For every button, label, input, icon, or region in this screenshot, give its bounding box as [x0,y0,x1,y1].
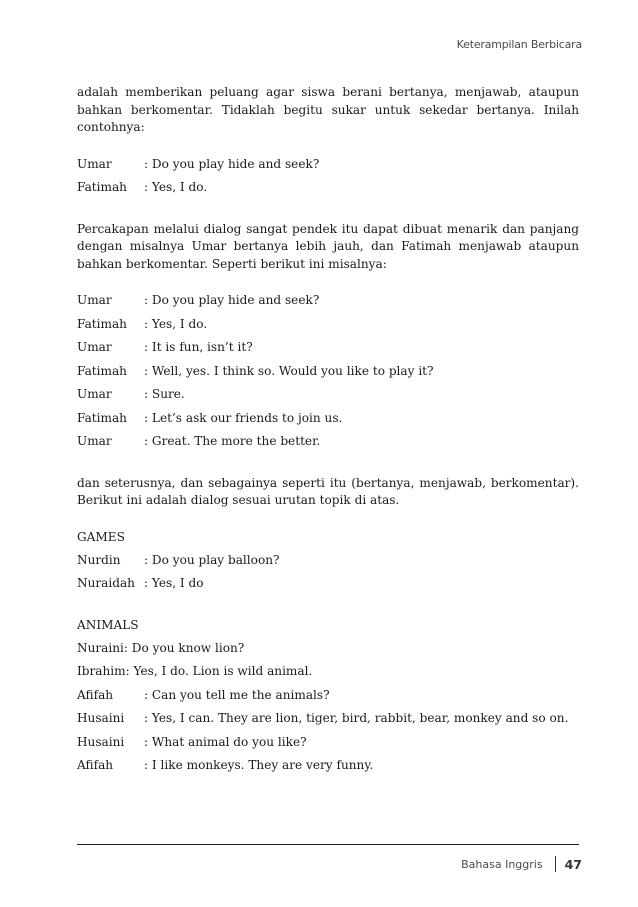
speaker: Fatimah [77,410,127,425]
dialog-line [77,734,579,758]
speaker: Afifah [77,758,114,772]
utterance: : Do you play hide and seek? [144,156,320,171]
utterance: : Yes, I do. Lion is wild animal. [125,664,313,678]
speaker: Umar [77,387,112,401]
speaker: Umar [77,434,112,448]
utterance: : Let’s ask our friends to join us. [144,410,343,425]
speaker: Fatimah [77,316,127,331]
utterance: : Great. The more the better. [144,434,321,448]
dialog-2 [77,292,579,457]
dialog-line [77,663,579,687]
speaker: Umar [77,340,112,354]
utterance: : Sure. [144,387,185,401]
section-heading-games: GAMES [77,529,125,544]
dialog-line [77,363,579,387]
dialog-line [77,640,579,664]
utterance: : It is fun, isn’t it? [144,340,253,354]
utterance: : I like monkeys. They are very funny. [144,758,374,772]
page-number: 47 [564,856,582,872]
footer-book-title: Bahasa Inggris [461,857,543,871]
section-animals [77,617,579,781]
speaker: Fatimah [77,180,127,194]
dialog-line [77,339,579,363]
speaker: Ibrahim [77,664,126,678]
dialog-line [77,687,579,711]
dialog-line [77,710,579,734]
utterance: : Well, yes. I think so. Would you like to play it? [144,363,434,378]
paragraph-dialog-explanation: Percakapan melalui dialog sangat pendek itu dapat dibuat menarik dan panjang dengan misalnya Umar bertanya lebih jauh, dan Fatimah menjawab ataupun bahkan berkomentar. Seperti berikut ini misalnya: [77,221,579,271]
speaker: Husaini [77,734,125,749]
speaker: Husaini [77,711,125,725]
section-heading-animals: ANIMALS [77,617,139,632]
speaker: Fatimah [77,363,127,378]
utterance: : Yes, I do. [144,180,208,194]
running-header: Keterampilan Berbicara [456,38,582,51]
utterance: : Can you tell me the animals? [144,687,330,702]
paragraph-intro: adalah memberikan peluang agar siswa berani bertanya, menjawab, ataupun bahkan berkomentar. Tidaklah begitu sukar untuk sekedar bertanya. Inilah contohnya: [77,85,579,134]
dialog-line [77,292,579,316]
dialog-line [77,433,579,457]
speaker: Nuraidah [77,576,135,590]
dialog-line [77,757,579,781]
utterance: : Do you know lion? [123,640,245,655]
dialog-line [77,552,579,576]
paragraph-transition: dan seterusnya, dan sebagainya seperti itu (bertanya, menjawab, berkomentar). Berikut ini adalah dialog sesuai urutan topik di atas. [77,475,579,507]
dialog-1 [77,156,579,203]
utterance: : Yes, I do. [144,316,208,331]
footer-separator [555,856,556,872]
utterance: : Yes, I do [144,576,204,590]
dialog-line [77,179,579,203]
page-footer [461,856,582,872]
speaker: Nurdin [77,552,121,567]
dialog-line [77,575,579,599]
dialog-line [77,386,579,410]
dialog-line [77,156,579,180]
page-content [77,84,579,781]
utterance: : Do you play hide and seek? [144,293,320,307]
utterance: : What animal do you like? [144,734,307,749]
speaker: Umar [77,156,112,171]
speaker: Afifah [77,687,114,702]
utterance: : Do you play balloon? [144,552,280,567]
dialog-line [77,410,579,434]
section-games [77,529,579,599]
speaker: Umar [77,293,112,307]
dialog-line [77,316,579,340]
utterance: : Yes, I can. They are lion, tiger, bird, rabbit, bear, monkey and so on. [144,711,569,725]
speaker: Nuraini [77,640,124,655]
footer-divider [77,844,579,845]
